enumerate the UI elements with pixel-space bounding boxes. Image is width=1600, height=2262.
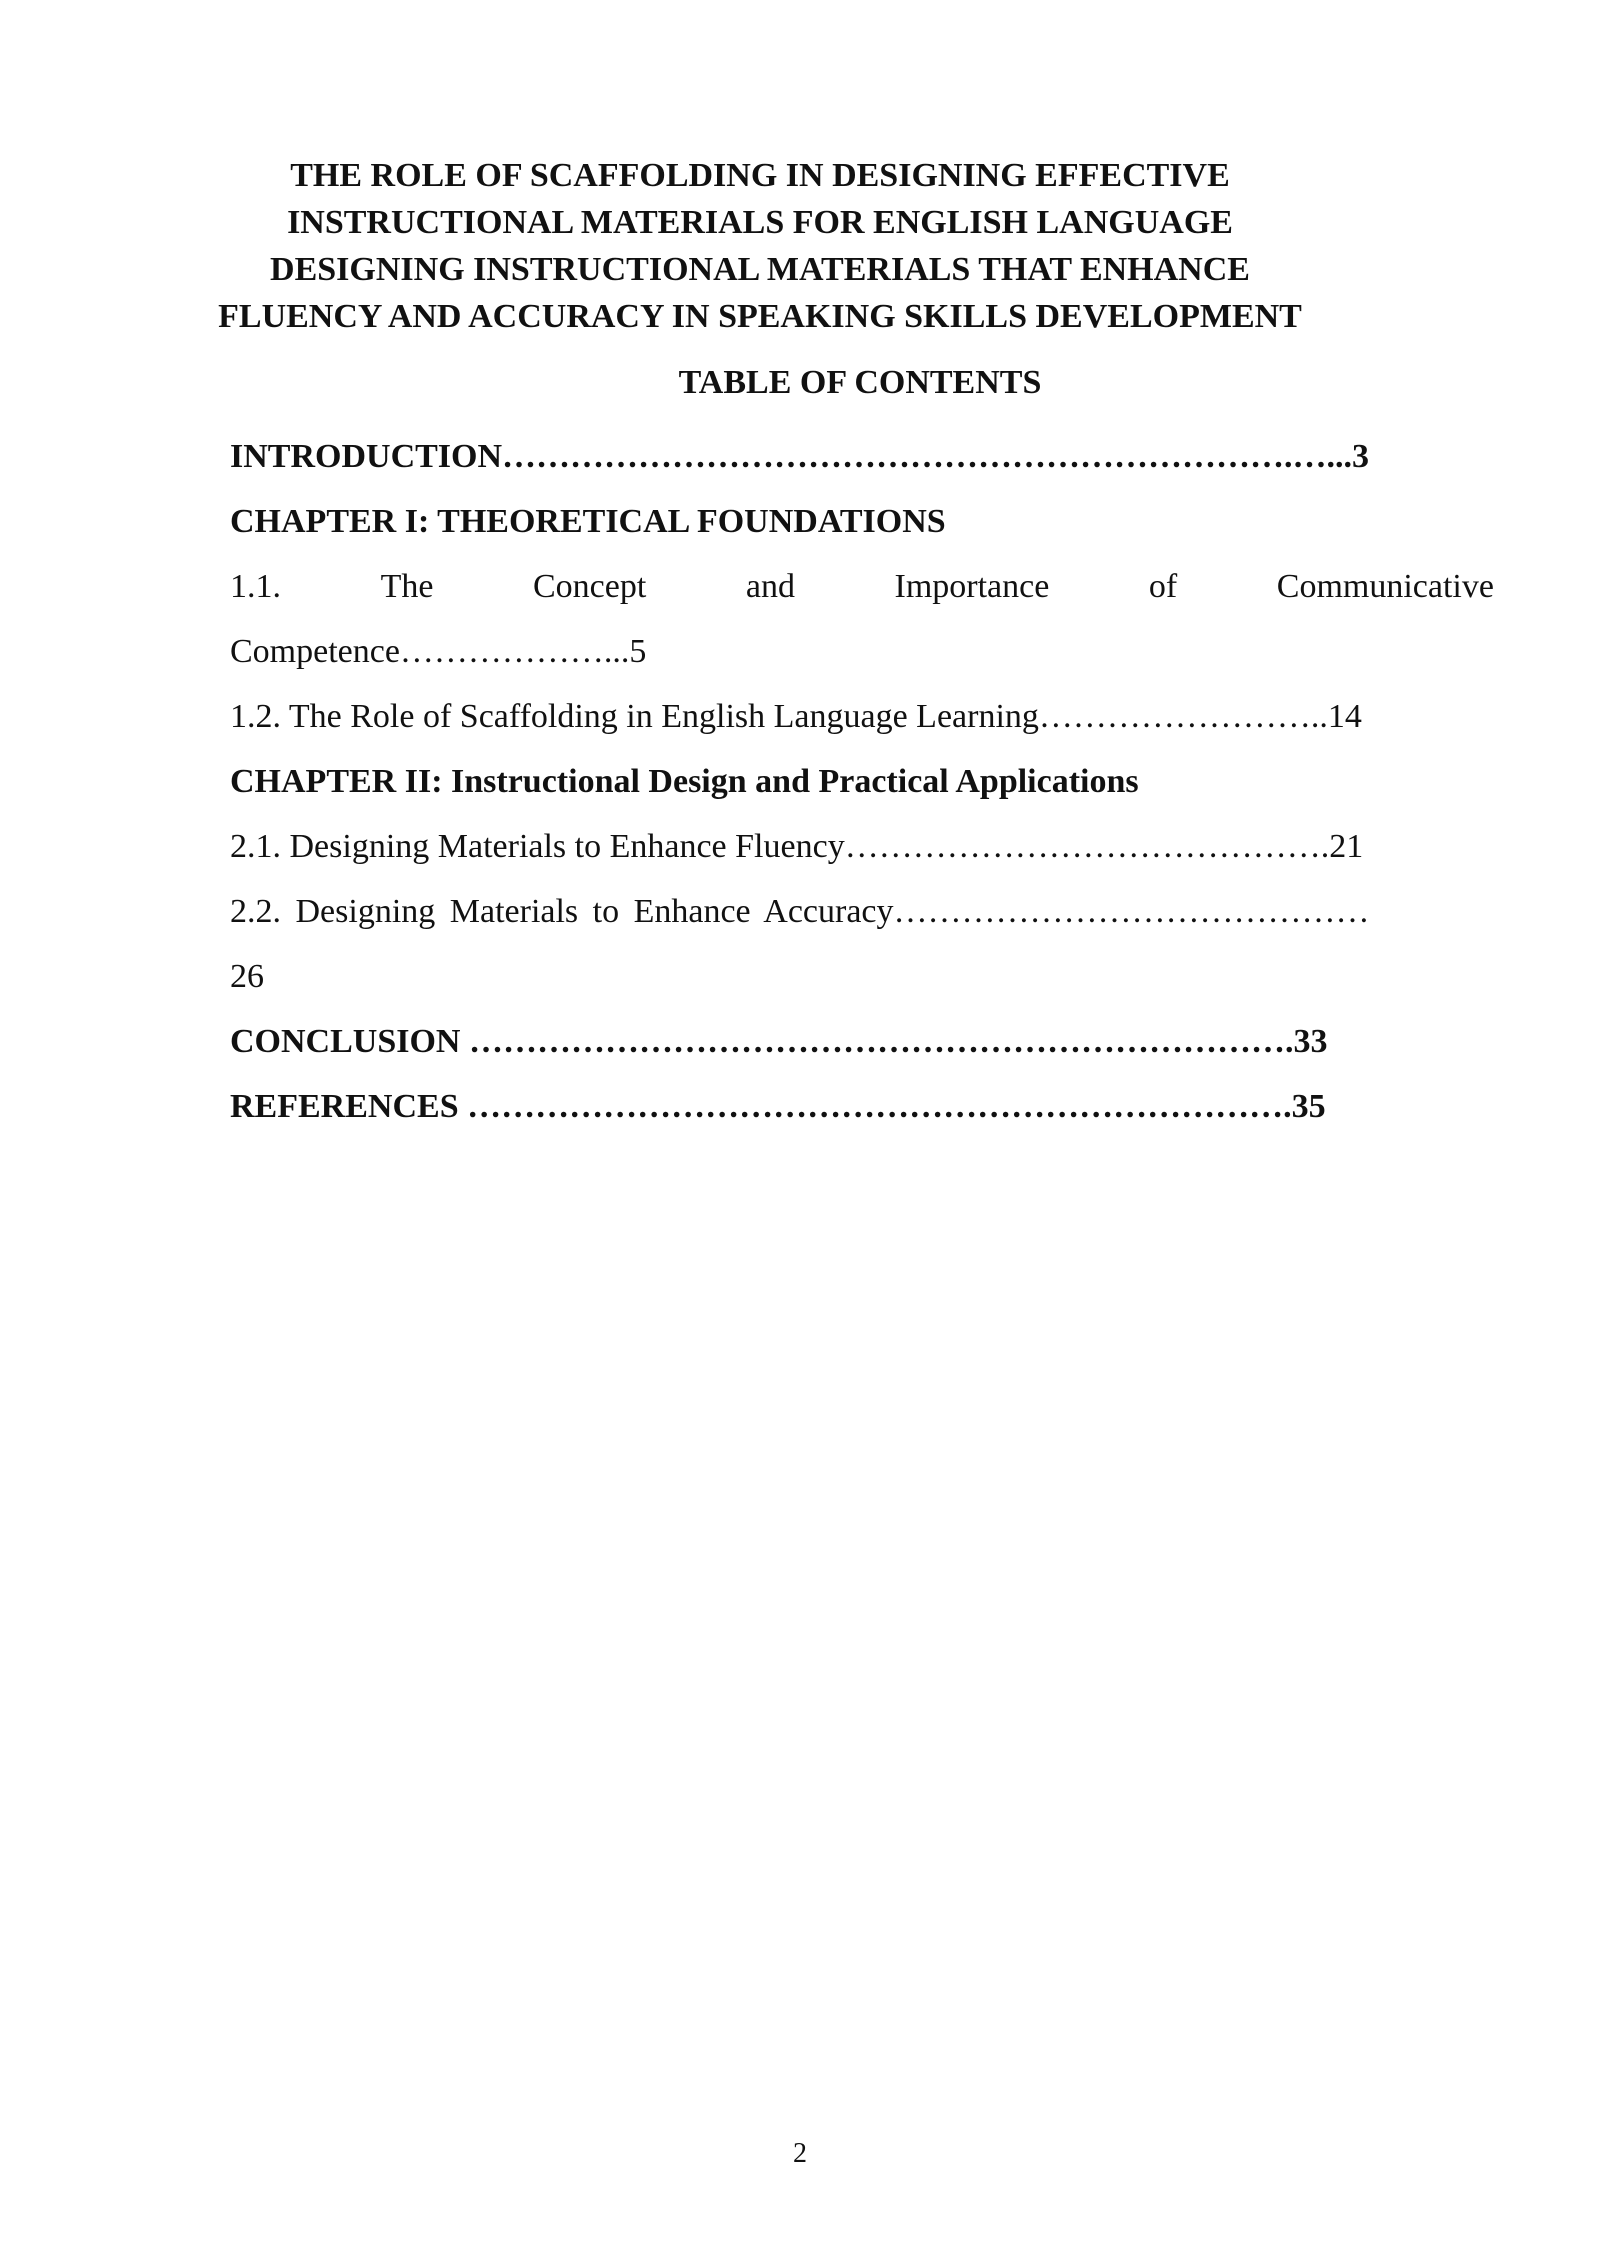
toc-entry-1-2[interactable]: 1.2. The Role of Scaffolding in English Language Learning……………………..14 (230, 698, 1362, 735)
title-line-3: DESIGNING INSTRUCTIONAL MATERIALS THAT ENHANCE (270, 251, 1250, 288)
toc-entry-conclusion[interactable]: CONCLUSION ……………………………………………………………….33 (230, 1023, 1328, 1060)
toc-entry-1-1-word: 1.1. (230, 568, 281, 605)
page-number: 2 (793, 2138, 807, 2169)
document-title (200, 152, 1320, 340)
title-line-4: FLUENCY AND ACCURACY IN SPEAKING SKILLS DEVELOPMENT (218, 298, 1302, 335)
toc-entry-1-1-continuation[interactable]: Competence………………...5 (230, 633, 647, 670)
toc-entry-references[interactable]: REFERENCES ……………………………………………………………….35 (230, 1088, 1326, 1125)
toc-entry-2-2-continuation[interactable]: 26 (230, 958, 264, 995)
toc-entry-1-1-word: and (745, 568, 795, 605)
toc-entry-2-2[interactable]: 2.2. Designing Materials to Enhance Accuracy…………………………………… (230, 893, 1370, 930)
toc-heading: TABLE OF CONTENTS (678, 364, 1042, 401)
title-line-2: INSTRUCTIONAL MATERIALS FOR ENGLISH LANGUAGE (287, 204, 1233, 241)
toc-entry-chapter-1[interactable]: CHAPTER I: THEORETICAL FOUNDATIONS (230, 503, 946, 540)
table-of-contents (230, 424, 1494, 1139)
toc-entry-chapter-2[interactable]: CHAPTER II: Instructional Design and Practical Applications (230, 763, 1139, 800)
toc-entry-1-1-word: of (1148, 568, 1178, 605)
toc-entry-1-1-word: Importance (894, 568, 1050, 605)
toc-entry-2-1[interactable]: 2.1. Designing Materials to Enhance Fluency…………………………………….21 (230, 828, 1364, 865)
toc-entry-1-1-word: Concept (532, 568, 647, 605)
toc-entry-1-1[interactable] (230, 554, 1494, 619)
title-line-1: THE ROLE OF SCAFFOLDING IN DESIGNING EFFECTIVE (290, 157, 1230, 194)
toc-entry-introduction[interactable]: INTRODUCTION…………………………………………………………….…...3 (230, 438, 1370, 475)
toc-entry-1-1-word: The (380, 568, 434, 605)
toc-entry-1-1-word: Communicative (1276, 568, 1494, 605)
